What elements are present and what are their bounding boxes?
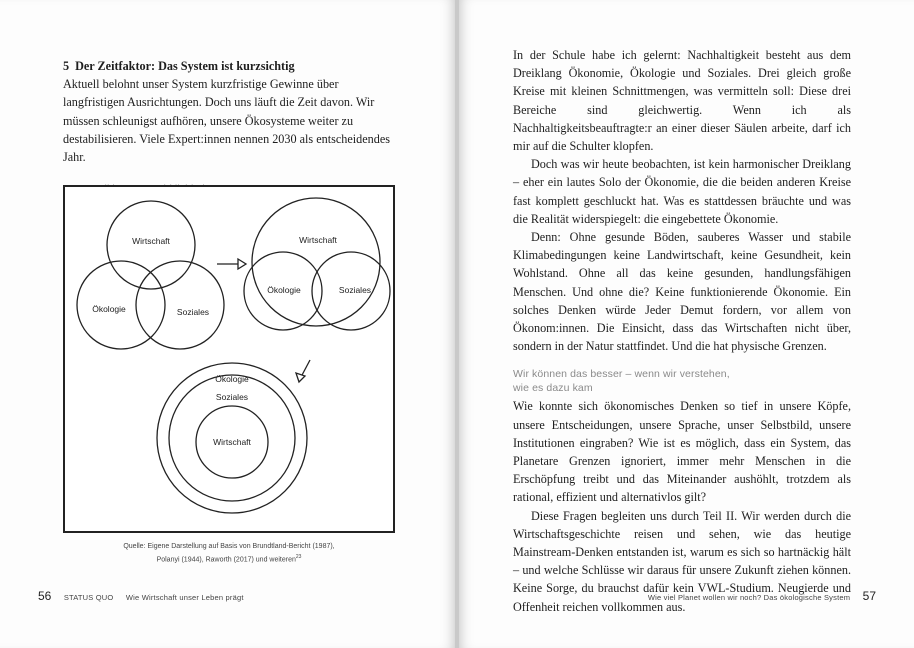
left-page-number: 56	[38, 589, 52, 603]
left-soziales-label: Soziales	[176, 307, 210, 317]
right-page-number: 57	[862, 589, 876, 603]
diagram-svg	[65, 187, 393, 531]
figure-caption	[63, 541, 395, 565]
subheading-line-2: wie es dazu kam	[513, 382, 593, 395]
left-oekologie-label: Ökologie	[92, 304, 126, 314]
right-running-title: Wie viel Planet wollen wir noch? Das ökologische System	[647, 593, 851, 602]
nested-soziales-label: Soziales	[215, 392, 249, 402]
right-wirtschaft-label: Wirtschaft	[299, 235, 337, 245]
left-footer	[38, 587, 244, 605]
nested-wirtschaft-label: Wirtschaft	[213, 437, 251, 447]
section-number: 5	[63, 59, 70, 73]
arrow-down-left-icon	[296, 360, 310, 382]
paragraph-1: In der Schule habe ich gelernt: Nachhaltigkeit besteht aus dem Dreiklang Ökonomie, Ökologie und Soziales. Drei gleich große Kreise mit kleinen Schnittmengen, was vermitteln soll: Diese drei Bereiche sind gleichwertig. Wenn ich als Nachhaltigkeitsbeauftragte:r an einer dieser Säulen arbeite, darf ich mir auf die Schulter klopfen.	[513, 48, 851, 154]
arrow-right-icon	[217, 259, 246, 269]
section-heading	[63, 57, 393, 75]
intro-paragraph: Aktuell belohnt unser System kurzfristige Gewinne über langfristigen Ausrichtungen. Doch uns läuft die Zeit davon. Wir müssen schleunigst aufhören, unsere Ökosysteme weiter zu destabilisieren. Viele Expert:innen nennen 2030 als entscheidendes Jahr.	[63, 77, 390, 165]
right-oekologie-label: Ökologie	[267, 285, 301, 295]
left-soziales-circle	[136, 261, 224, 349]
paragraph-5: Diese Fragen begleiten uns durch Teil II. Wir werden durch die Wirtschaftsgeschichte reisen und sehen, wie das heutige Mainstream-Denken entstanden ist, warum es sich so hartnäckig hält – und welche Schlüsse wir daraus für unsere Zukunft ziehen können. Keine Sorge, du brauchst dafür kein VWL-Studium. Neugierde und Offenheit reichen vollkommen aus.	[513, 508, 851, 614]
left-running-title: Wie Wirtschaft unser Leben prägt	[125, 593, 244, 602]
section-subheading	[513, 367, 851, 395]
subheading-line-1: Wir können das besser – wenn wir verstehen,	[513, 368, 730, 381]
right-soziales-label: Soziales	[338, 285, 372, 295]
paragraph-4: Wie konnte sich ökonomisches Denken so tief in unsere Köpfe, unsere Entscheidungen, unsere Sprache, unser Selbstbild, unsere Institutionen eingraben? Wie ist es möglich, dass ein System, das Planetare Grenzen ignoriert, immer mehr Menschen in die Erschöpfung treibt und das Miteinander aushöhlt, trotzdem als rational, effizient und alternativlos gilt?	[513, 399, 851, 505]
left-text-column	[63, 57, 393, 196]
nested-oekologie-label: Ökologie	[215, 374, 249, 384]
left-running-section: STATUS QUO	[63, 593, 114, 602]
caption-footnote-ref: 23	[295, 554, 302, 560]
paragraph-3: Denn: Ohne gesunde Böden, sauberes Wasser und stabile Klimabedingungen keine Landwirtschaft, keine Gesundheit, kein Wohlstand. Ohne all das keine gesunden, handlungsfähigen Menschen. Und ohne die? Keine funktionierende Ökonomie. Ein solches Denken würde Jeder Demut fordern, vor allem von Ökonom:innen. Die Einsicht, dass das Wirtschaften nicht über, sondern in der Natur stattfindet. Und die hat physische Grenzen.	[513, 230, 851, 354]
paragraph-2: Doch was wir heute beobachten, ist kein harmonischer Dreiklang – eher ein lautes Solo der Ökonomie, die die beiden anderen Kreise fast komplett geschluckt hat. Was es stattdessen bräuchte und was die Realität widerspiegelt: die eingebettete Ökonomie.	[513, 157, 851, 226]
right-text-column	[513, 46, 851, 616]
section-title: Der Zeitfaktor: Das System ist kurzsichtig	[75, 59, 295, 73]
caption-line-1: Quelle: Eigene Darstellung auf Basis von Brundtland-Bericht (1987),	[123, 543, 335, 550]
caption-line-2: Polanyi (1944), Raworth (2017) und weiteren	[156, 556, 296, 564]
left-page	[0, 0, 455, 648]
dreiklang-diagram	[63, 185, 395, 533]
left-wirtschaft-label: Wirtschaft	[132, 236, 170, 246]
